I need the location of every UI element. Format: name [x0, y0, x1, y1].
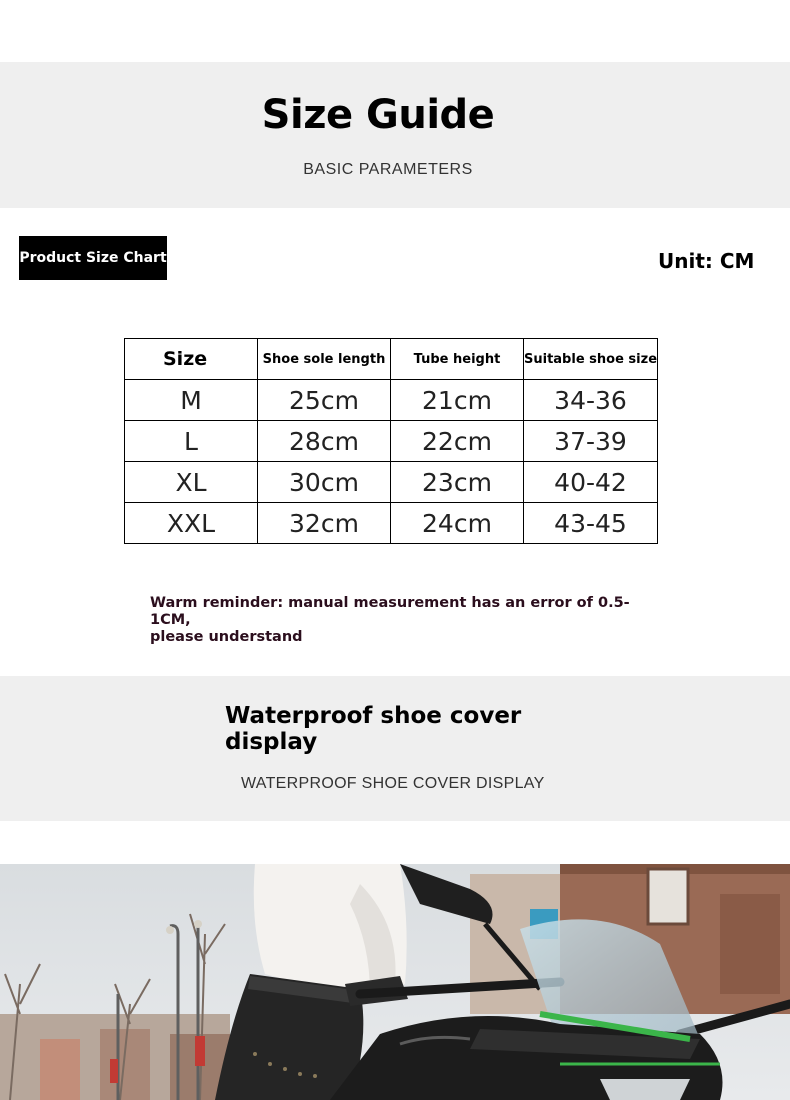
cell-sole-length: 28cm [258, 421, 391, 462]
cell-size: L [125, 421, 258, 462]
cell-shoe-size: 40-42 [524, 462, 658, 503]
product-size-chart-label: Product Size Chart [19, 236, 167, 280]
cell-tube-height: 23cm [391, 462, 524, 503]
cell-tube-height: 22cm [391, 421, 524, 462]
size-table [124, 338, 658, 544]
rider-motorcycle-photo [0, 864, 790, 1100]
product-display-photo [0, 864, 790, 1100]
cell-sole-length: 25cm [258, 380, 391, 421]
cell-shoe-size: 37-39 [524, 421, 658, 462]
header-size: Size [125, 339, 258, 380]
section-title-line-1: Waterproof shoe cover [225, 703, 522, 729]
cell-size: XXL [125, 503, 258, 544]
cell-tube-height: 24cm [391, 503, 524, 544]
section-subtitle: WATERPROOF SHOE COVER DISPLAY [241, 775, 545, 792]
cell-sole-length: 32cm [258, 503, 391, 544]
table-row [125, 503, 658, 544]
header-sole-length: Shoe sole length [258, 339, 391, 380]
cell-size: M [125, 380, 258, 421]
table-row [125, 380, 658, 421]
cell-size: XL [125, 462, 258, 503]
cell-sole-length: 30cm [258, 462, 391, 503]
section-title [225, 703, 565, 755]
page-title: Size Guide [261, 92, 495, 138]
unit-label: Unit: CM [658, 249, 755, 273]
cell-shoe-size: 43-45 [524, 503, 658, 544]
header-tube-height: Tube height [391, 339, 524, 380]
cell-tube-height: 21cm [391, 380, 524, 421]
page-subtitle: BASIC PARAMETERS [303, 161, 473, 178]
table-header-row [125, 339, 658, 380]
measurement-reminder [150, 595, 670, 646]
reminder-line-1: Warm reminder: manual measurement has an error of 0.5-1CM, [150, 595, 630, 628]
table-row [125, 462, 658, 503]
table-row [125, 421, 658, 462]
section-title-line-2: display [225, 729, 318, 755]
reminder-line-2: please understand [150, 629, 303, 645]
cell-shoe-size: 34-36 [524, 380, 658, 421]
header-shoe-size: Suitable shoe size [524, 339, 658, 380]
